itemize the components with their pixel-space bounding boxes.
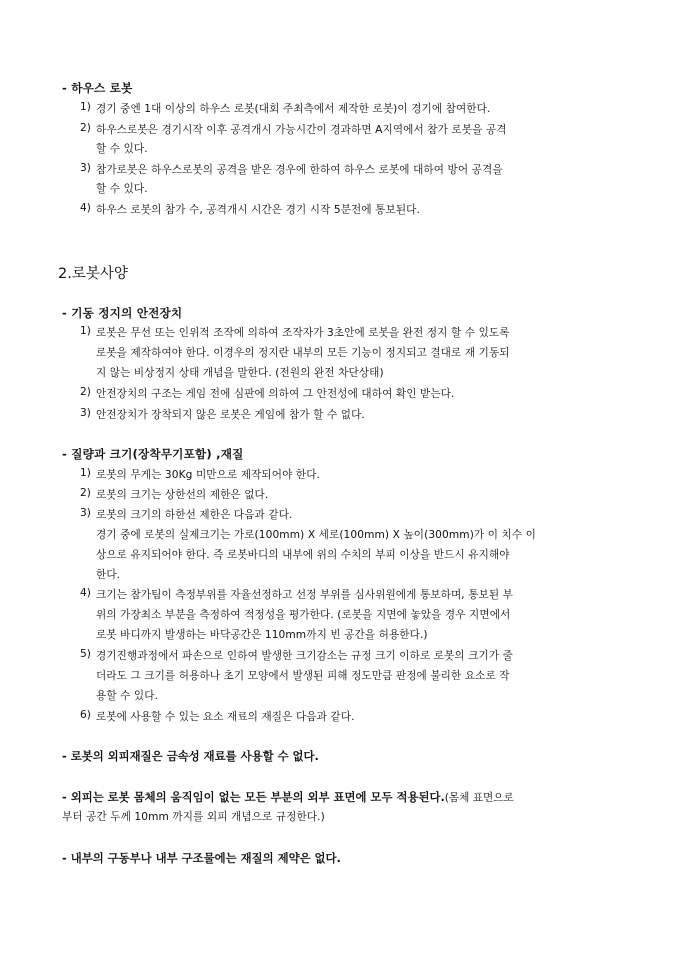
house-robot-item-1-line-1: 경기 중엔 1대 이상의 하우스 로봇(대회 주최측에서 제작한 로봇)이 경기에 참여한다.: [96, 103, 491, 115]
section-title: 2.로봇사양: [58, 266, 128, 282]
weight-item-6-line-1: 로봇에 사용할 수 있는 요소 재료의 재질은 다음과 같다.: [96, 711, 355, 723]
safety-item-3-line-1: 안전장치가 장착되지 않은 로봇은 게임에 참가 할 수 없다.: [96, 409, 365, 421]
safety-item-1-num: 1): [80, 325, 91, 337]
weight-item-6-num: 6): [80, 709, 91, 721]
weight-item-5-line-3: 용할 수 있다.: [96, 690, 159, 702]
house-robot-item-2-line-1: 하우스로봇은 경기시작 이후 공격개시 가능시간이 경과하면 A지역에서 참가 로봇을 공격: [96, 124, 507, 136]
weight-item-5-num: 5): [80, 648, 91, 660]
weight-item-2-num: 2): [80, 487, 91, 499]
weight-heading: - 질량과 크기(장착무기포함) ,재질: [62, 447, 244, 461]
weight-item-5-line-1: 경기진행과정에서 파손으로 인하여 발생한 크기감소는 규정 크기 이하로 로봇의 크기가 줄: [96, 650, 514, 662]
weight-item-4-line-1: 크기는 참가팀이 측정부위를 자율선정하고 선정 부위를 심사위원에게 통보하며, 통보된 부: [96, 589, 514, 601]
house-robot-item-3-line-2: 할 수 있다.: [96, 183, 148, 195]
weight-item-2-line-1: 로봇의 크기는 상한선의 제한은 없다.: [96, 489, 269, 501]
safety-item-1-line-2: 로봇을 제작하여야 한다. 이경우의 정지란 내부의 모든 기능이 정지되고 결대로 재 기동되: [96, 347, 510, 359]
safety-item-1-line-1: 로봇은 무선 또는 인위적 조작에 의하여 조작자가 3초안에 로봇을 완전 정지 할 수 있도록: [96, 327, 510, 339]
weight-item-5-line-2: 더라도 그 크기를 허용하나 초기 모양에서 발생된 피해 정도만큼 판정에 불리한 요소로 작: [96, 670, 510, 682]
internal-material-rule: - 내부의 구동부나 내부 구조물에는 재질의 제약은 없다.: [62, 851, 341, 865]
house-robot-item-2-num: 2): [80, 122, 91, 134]
house-robot-heading: - 하우스 로봇: [62, 81, 133, 95]
weight-item-3-num: 3): [80, 507, 91, 519]
house-robot-item-3-num: 3): [80, 162, 91, 174]
house-robot-item-3-line-1: 참가로봇은 하우스로봇의 공격을 받은 경우에 한하여 하우스 로봇에 대하여 방어 공격을: [96, 164, 503, 176]
weight-item-4-line-3: 로봇 바디까지 발생하는 바닥공간은 110mm까지 빈 공간을 허용한다.): [96, 629, 428, 641]
house-robot-item-1-num: 1): [80, 101, 91, 113]
exterior-applies-normal: (몸체 표면으로: [444, 792, 514, 804]
weight-item-3-line-1: 로봇의 크기의 하한선 제한은 다음과 같다.: [96, 509, 293, 521]
weight-item-1-num: 1): [80, 467, 91, 479]
safety-item-2-line-1: 안전장치의 구조는 게임 전에 심판에 의하여 그 안전성에 대하여 확인 받는다.: [96, 388, 455, 400]
house-robot-item-4-num: 4): [80, 202, 91, 214]
safety-item-3-num: 3): [80, 407, 91, 419]
weight-item-3-line-2: 경기 중에 로봇의 실제크기는 가로(100mm) X 세로(100mm) X 높이(300mm)가 이 치수 이: [96, 529, 537, 541]
weight-item-1-line-1: 로봇의 무게는 30Kg 미만으로 제작되어야 한다.: [96, 469, 321, 481]
safety-item-1-line-3: 지 않는 비상정지 상태 개념을 말한다. (전원의 완전 차단상태): [96, 367, 384, 379]
safety-item-2-num: 2): [80, 386, 91, 398]
house-robot-item-2-line-2: 할 수 있다.: [96, 143, 148, 155]
house-robot-item-4-line-1: 하우스 로봇의 참가 수, 공격개시 시간은 경기 시작 5분전에 통보된다.: [96, 204, 420, 216]
exterior-applies-line-2: 부터 공간 두께 10mm 까지를 외피 개념으로 규정한다.): [62, 811, 325, 823]
exterior-applies-rule: [62, 789, 514, 805]
safety-heading: - 기동 정지의 안전장치: [62, 306, 183, 320]
exterior-applies-bold: - 외피는 로봇 몸체의 움직임이 없는 모든 부분의 외부 표면에 모두 적용된다.: [62, 790, 445, 804]
weight-item-4-line-2: 위의 가장최소 부분을 측정하여 적정성을 평가한다. (로봇을 지면에 놓았을 경우 지면에서: [96, 609, 511, 621]
weight-item-4-num: 4): [80, 587, 91, 599]
weight-item-3-line-4: 한다.: [96, 569, 121, 581]
weight-item-3-line-3: 상으로 유지되어야 한다. 즉 로봇바디의 내부에 위의 수치의 부피 이상을 반드시 유지해야: [96, 549, 510, 561]
exterior-material-rule: - 로봇의 외피재질은 금속성 재료를 사용할 수 없다.: [62, 749, 319, 763]
